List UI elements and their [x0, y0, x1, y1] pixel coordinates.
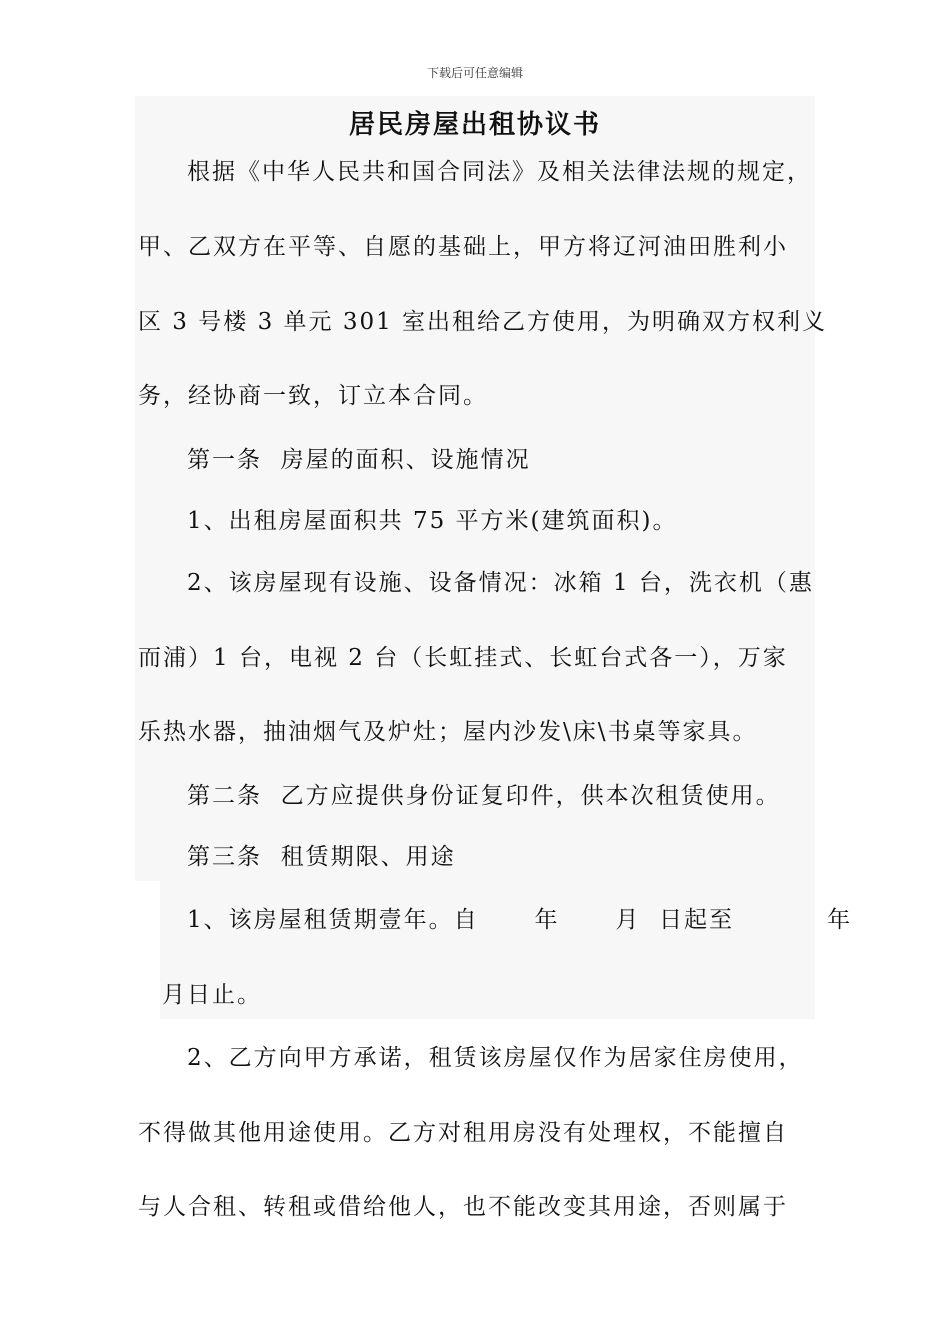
document-title: 居民房屋出租协议书	[348, 110, 601, 140]
paragraph-line: 1、该房屋租赁期壹年。自 年 月 日起至 年	[187, 907, 853, 933]
paragraph-line: 月日止。	[162, 982, 262, 1008]
paragraph-line: 甲、乙双方在平等、自愿的基础上，甲方将辽河油田胜利小	[138, 234, 788, 260]
article-heading: 第二条 乙方应提供身份证复印件，供本次租赁使用。	[187, 783, 781, 809]
text-highlight-block	[135, 96, 815, 881]
paragraph-line: 1、出租房屋面积共 75 平方米(建筑面积)。	[187, 508, 678, 534]
article-heading: 第三条 租赁期限、用途	[187, 844, 456, 870]
article-heading: 第一条 房屋的面积、设施情况	[187, 447, 531, 473]
paragraph-line: 区 3 号楼 3 单元 301 室出租给乙方使用，为明确双方权利义	[138, 309, 828, 335]
paragraph-line: 2、该房屋现有设施、设备情况：冰箱 1 台，洗衣机（惠	[187, 570, 814, 596]
paragraph-line: 不得做其他用途使用。乙方对租用房没有处理权，不能擅自	[138, 1120, 788, 1146]
header-note: 下载后可任意编辑	[426, 66, 523, 80]
paragraph-line: 乐热水器，抽油烟气及炉灶；屋内沙发\床\书桌等家具。	[138, 719, 758, 745]
paragraph-line: 2、乙方向甲方承诺，租赁该房屋仅作为居家住房使用，	[187, 1045, 804, 1071]
paragraph-line: 根据《中华人民共和国合同法》及相关法律法规的规定，	[187, 159, 812, 185]
paragraph-line: 务，经协商一致，订立本合同。	[138, 383, 488, 409]
paragraph-line: 与人合租、转租或借给他人，也不能改变其用途，否则属于	[138, 1194, 788, 1220]
paragraph-line: 而浦）1 台，电视 2 台（长虹挂式、长虹台式各一），万家	[138, 645, 788, 671]
